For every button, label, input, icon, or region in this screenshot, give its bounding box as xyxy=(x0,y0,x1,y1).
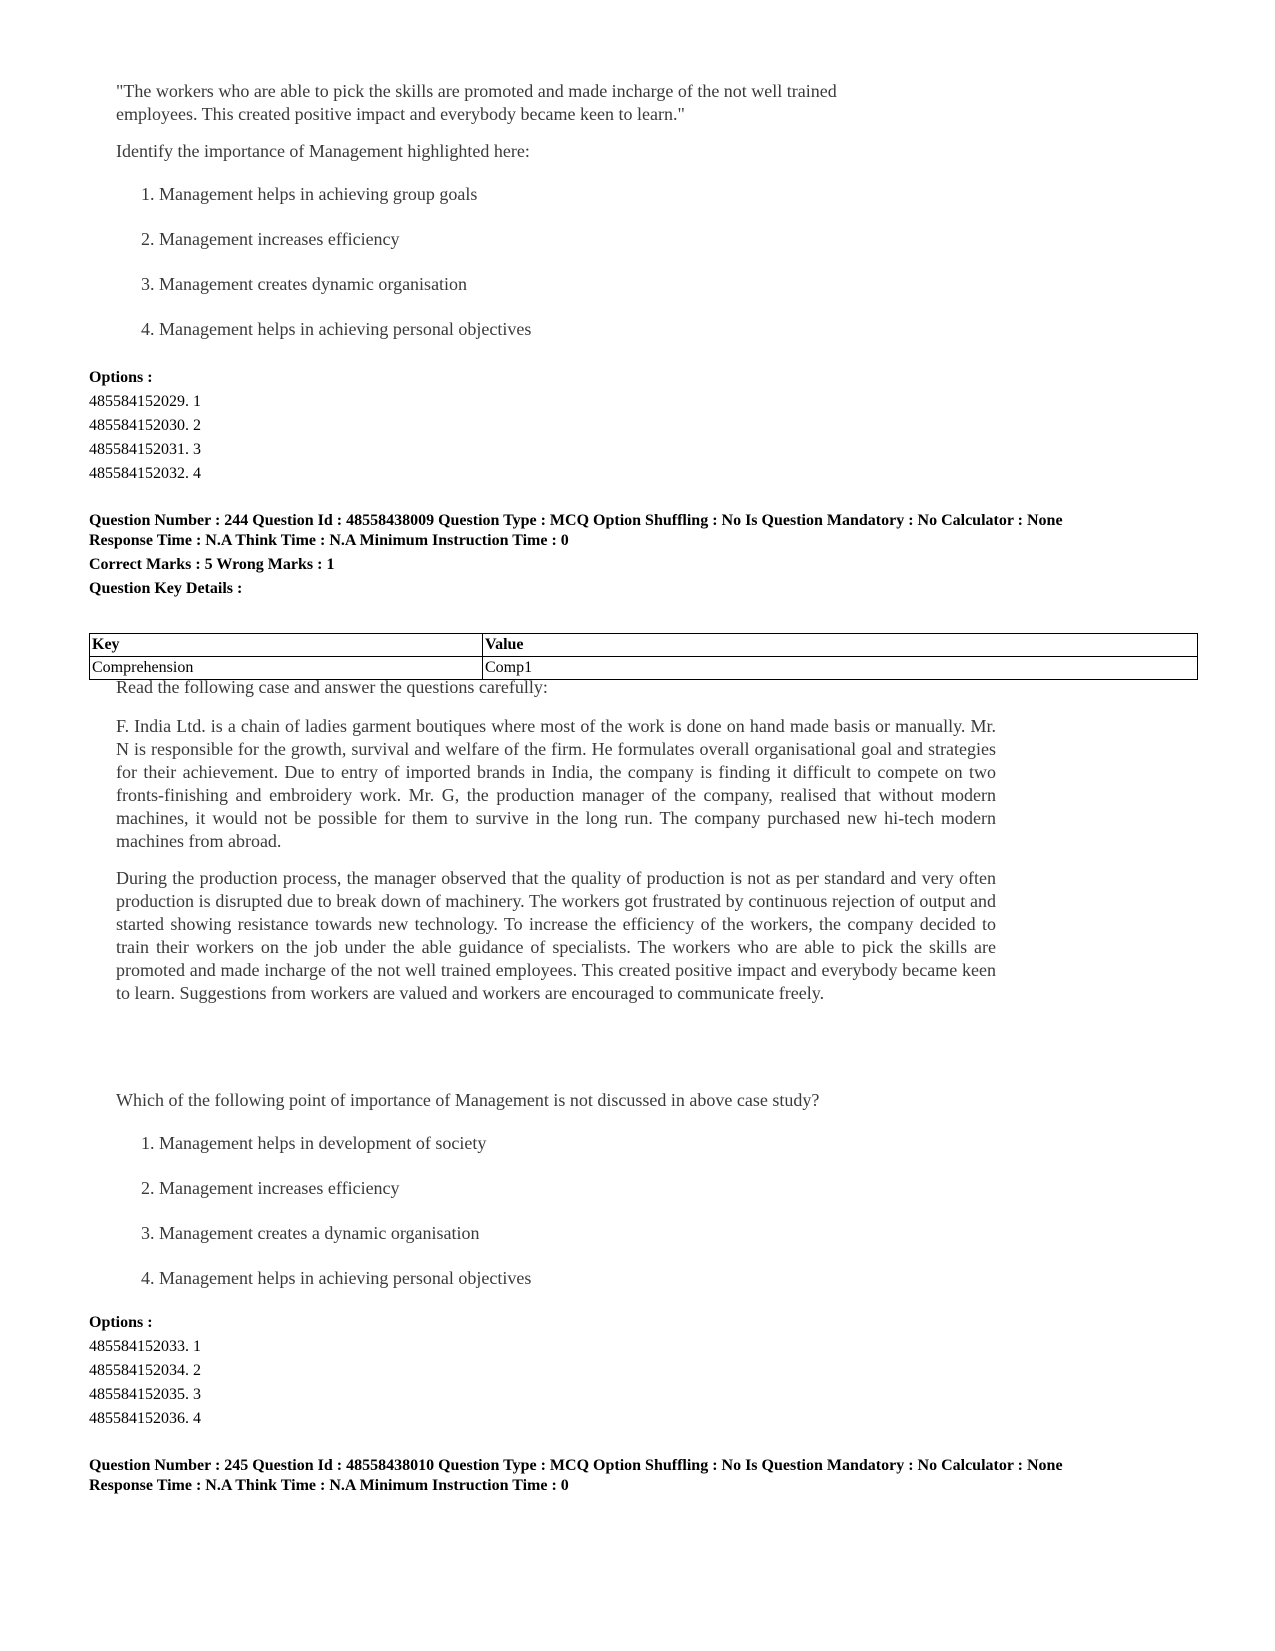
question-244-meta xyxy=(89,511,1209,551)
question-text: Identify the importance of Management highlighted here: xyxy=(116,141,530,161)
choice-item: 2. Management increases efficiency xyxy=(141,229,400,249)
choice-item: 3. Management creates dynamic organisation xyxy=(141,274,468,294)
option-item: 485584152029. 1 xyxy=(89,393,201,410)
options-label: Options : xyxy=(89,1314,153,1331)
key-details-table xyxy=(89,633,1198,680)
table-cell-key: Comprehension xyxy=(90,657,483,680)
case-paragraph-1: F. India Ltd. is a chain of ladies garment boutiques where most of the work is done on hand made basis or manually. Mr. N is responsible for the growth, survival and welfare of the firm. He formulates overall organisational goal and strategies for their achievement. Due to entry of imported brands in India, the company is finding it difficult to compete on two fronts-finishing and embroidery work. Mr. G, the production manager of the company, realised that without modern machines, it would not be possible for them to survive in the long run. The company purchased new hi-tech modern machines from abroad. xyxy=(116,716,996,851)
question-timing-line: Response Time : N.A Think Time : N.A Minimum Instruction Time : 0 xyxy=(89,1477,569,1494)
choice-item: 4. Management helps in achieving personal objectives xyxy=(141,319,532,339)
options-block-243 xyxy=(89,366,201,486)
option-item: 485584152033. 1 xyxy=(89,1338,201,1355)
options-block-244 xyxy=(89,1311,201,1431)
table-cell-value: Comp1 xyxy=(483,657,1198,680)
choice-list xyxy=(116,183,996,363)
marks-line: Correct Marks : 5 Wrong Marks : 1 xyxy=(89,556,335,573)
option-item: 485584152031. 3 xyxy=(89,441,201,458)
table-header-row xyxy=(90,634,1198,657)
option-item: 485584152030. 2 xyxy=(89,417,201,434)
question-text: Which of the following point of importance of Management is not discussed in above case study? xyxy=(116,1090,820,1110)
choice-list xyxy=(116,1132,996,1312)
option-item: 485584152036. 4 xyxy=(89,1410,201,1427)
case-study-image xyxy=(116,676,996,1019)
table-header-value: Value xyxy=(483,634,1198,657)
option-item: 485584152035. 3 xyxy=(89,1386,201,1403)
options-label: Options : xyxy=(89,369,153,386)
question-header-line: Question Number : 245 Question Id : 48558438010 Question Type : MCQ Option Shuffling : No Is Question Mandatory : No Calculator : None xyxy=(89,1457,1063,1474)
key-details-label: Question Key Details : xyxy=(89,580,243,597)
case-quote: "The workers who are able to pick the skills are promoted and made incharge of the not well trained employees. This created positive impact and everybody became keen to learn." xyxy=(116,81,837,124)
question-timing-line: Response Time : N.A Think Time : N.A Minimum Instruction Time : 0 xyxy=(89,532,569,549)
choice-item: 1. Management helps in achieving group goals xyxy=(141,184,478,204)
option-item: 485584152034. 2 xyxy=(89,1362,201,1379)
choice-item: 2. Management increases efficiency xyxy=(141,1178,400,1198)
question-243-image xyxy=(116,80,996,363)
case-paragraph-2: During the production process, the manager observed that the quality of production is not as per standard and very often production is disrupted due to break down of machinery. The workers got frustrated by continuous rejection of output and started showing resistance towards new technology. To increase the efficiency of the workers, the company decided to train their workers on the job under the able guidance of specialists. The workers who are able to pick the skills are promoted and made incharge of the not well trained employees. This created positive impact and everybody became keen to learn. Suggestions from workers are valued and workers are encouraged to communicate freely. xyxy=(116,868,996,1003)
option-item: 485584152032. 4 xyxy=(89,465,201,482)
choice-item: 1. Management helps in development of society xyxy=(141,1133,487,1153)
choice-item: 3. Management creates a dynamic organisation xyxy=(141,1223,480,1243)
table-header-key: Key xyxy=(90,634,483,657)
question-245-meta xyxy=(89,1456,1209,1496)
choice-item: 4. Management helps in achieving personal objectives xyxy=(141,1268,532,1288)
question-header-line: Question Number : 244 Question Id : 48558438009 Question Type : MCQ Option Shuffling : No Is Question Mandatory : No Calculator : None xyxy=(89,512,1063,529)
case-intro: Read the following case and answer the questions carefully: xyxy=(116,677,548,697)
question-244-image xyxy=(116,1089,996,1312)
